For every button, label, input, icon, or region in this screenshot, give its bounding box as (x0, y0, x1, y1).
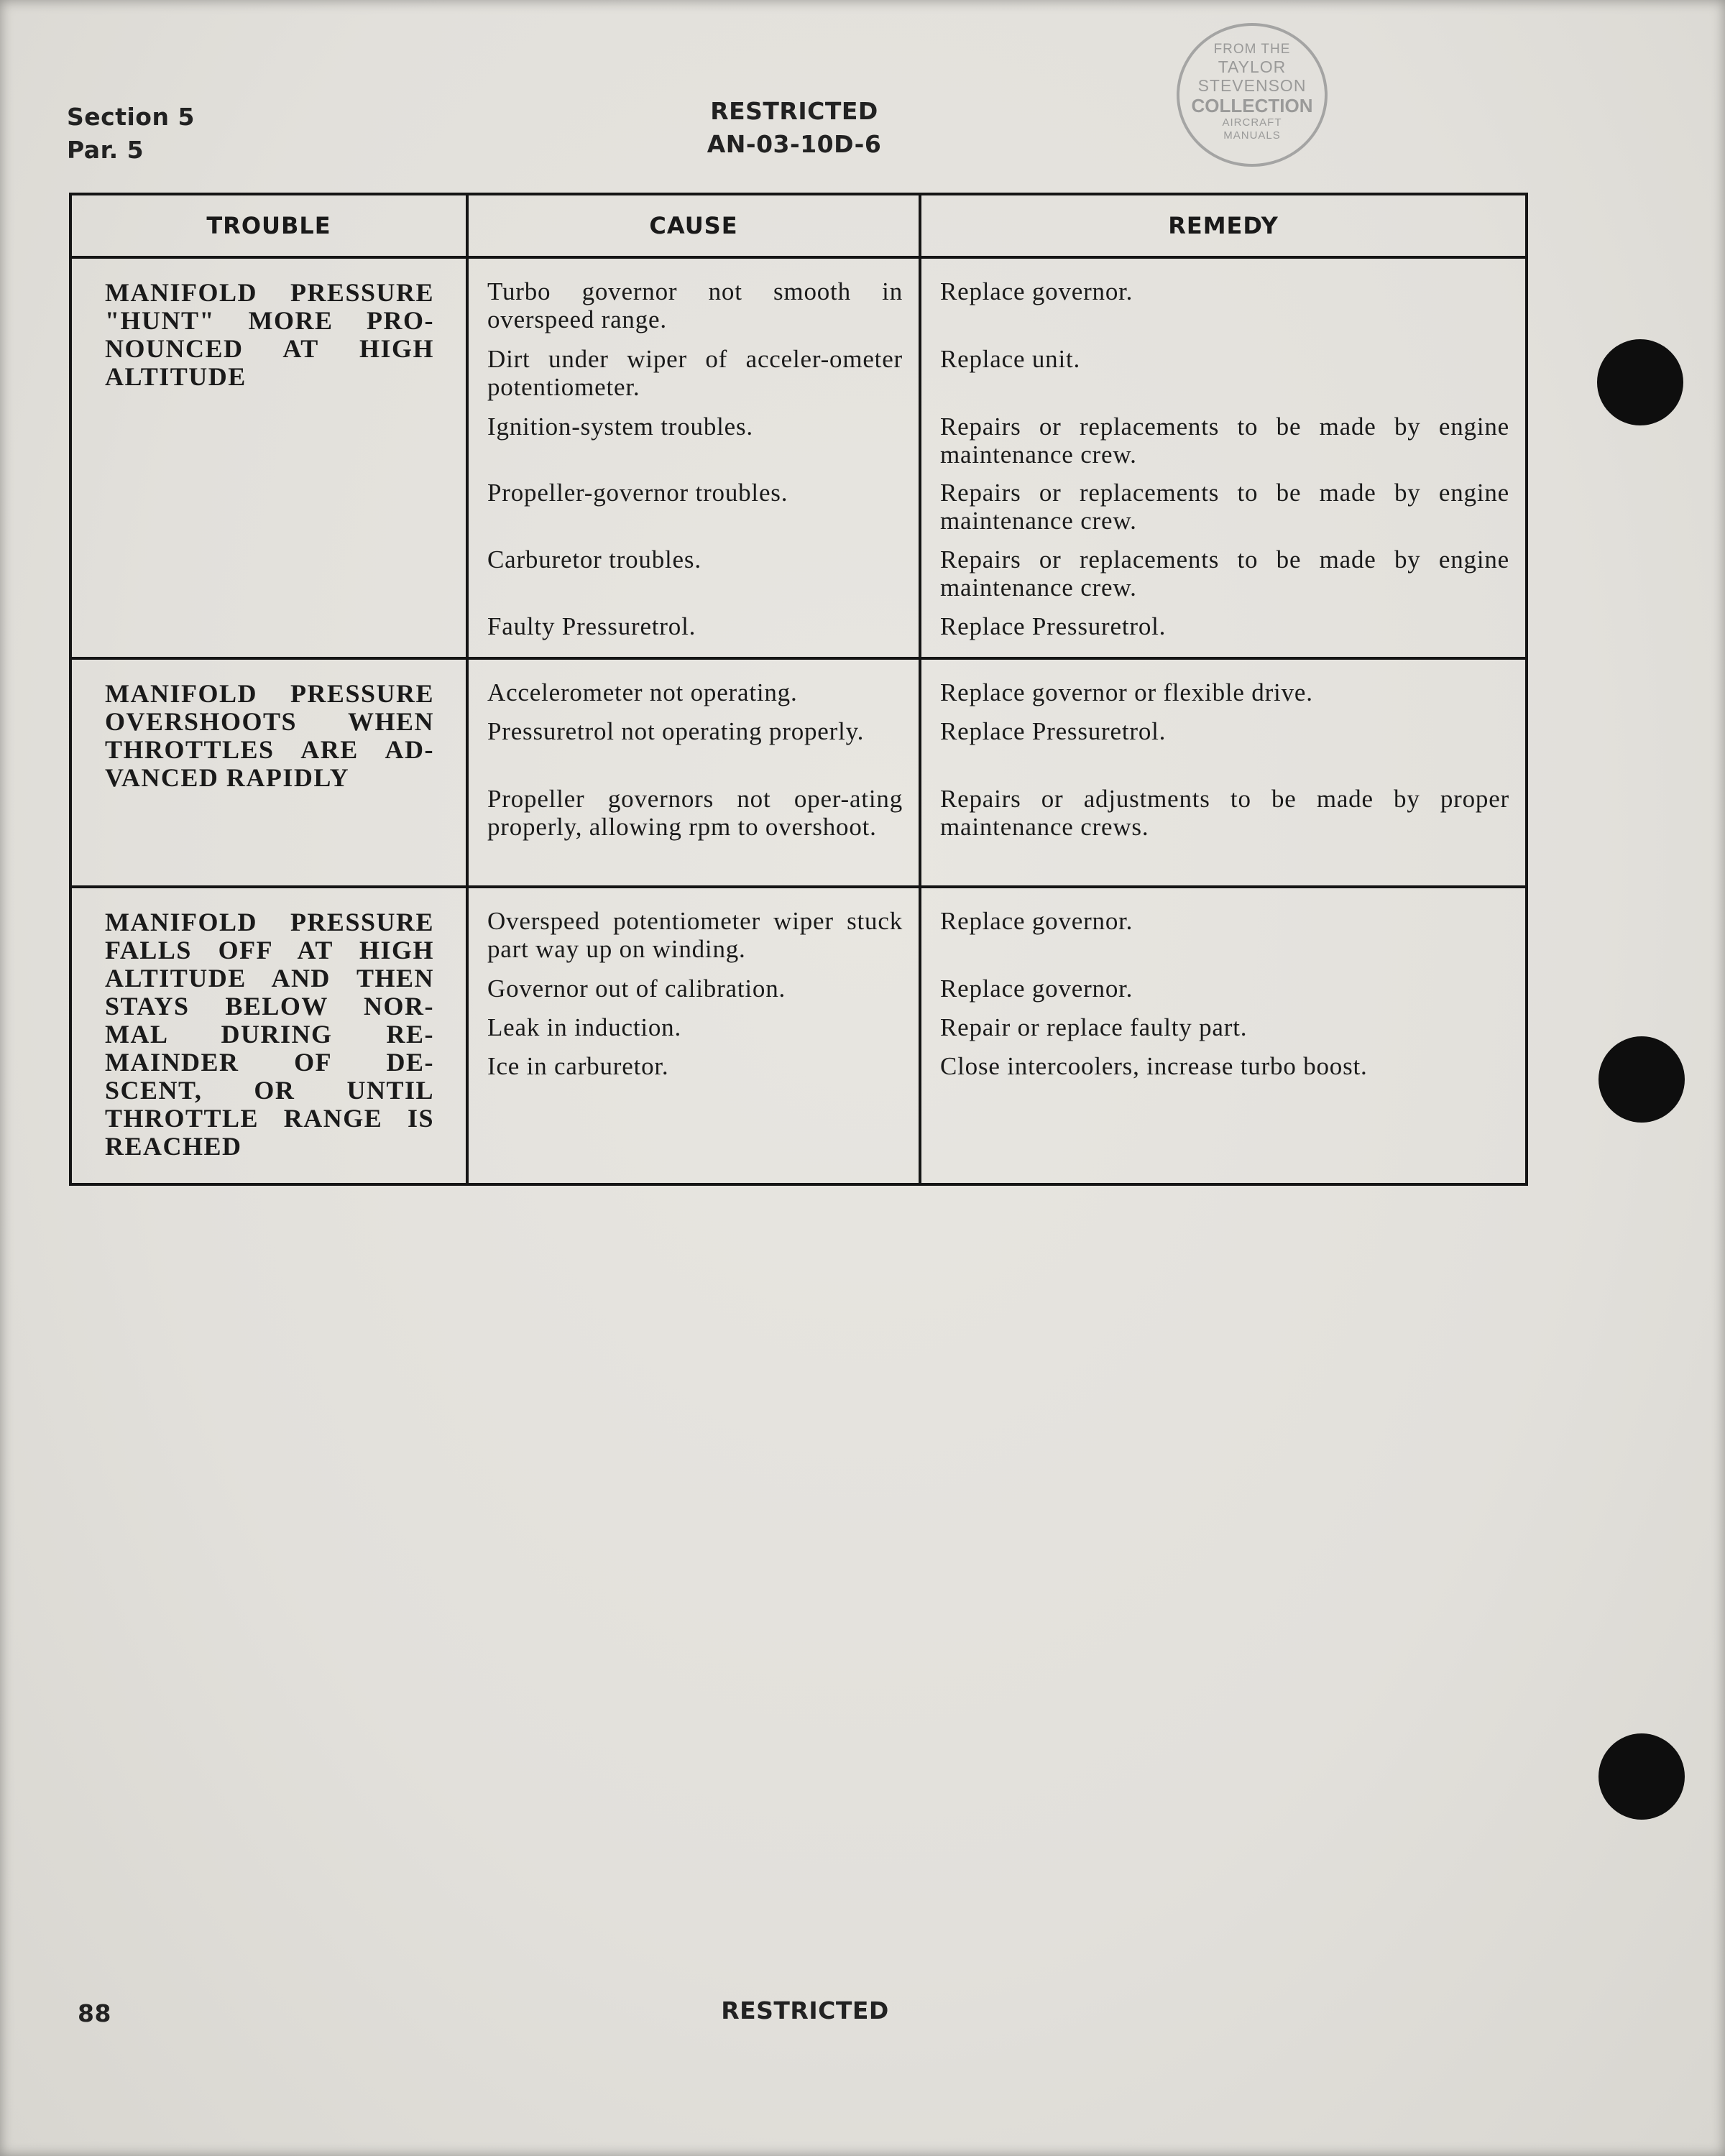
document-heading (650, 95, 938, 161)
remedy-text: Repairs or adjustments to be made by proper maintenance crews. (940, 785, 1509, 841)
classification-label: RESTRICTED (710, 97, 878, 125)
trouble-cell (72, 887, 467, 1183)
remedy-text: Repairs or replacements to be made by engine maintenance crew. (940, 413, 1509, 469)
header-cause: CAUSE (467, 195, 920, 257)
cause-cell (467, 887, 920, 1183)
cause-cell (467, 658, 920, 887)
remedy-cell (920, 658, 1525, 887)
section-label: Section 5 (67, 103, 195, 131)
remedy-cell (920, 257, 1525, 658)
cause-text: Overspeed potentiometer wiper stuck part way up on winding. (487, 907, 903, 963)
remedy-text: Replace governor. (940, 907, 1133, 935)
remedy-text: Close intercoolers, increase turbo boost. (940, 1052, 1368, 1080)
remedy-text: Replace governor. (940, 975, 1133, 1003)
table-header-row (72, 195, 1525, 257)
table-row (72, 257, 1525, 658)
cause-text: Ignition-system troubles. (487, 413, 753, 441)
cause-text: Dirt under wiper of acceler-ometer potentiometer. (487, 345, 903, 401)
table-row (72, 658, 1525, 887)
remedy-text: Repair or replace faulty part. (940, 1013, 1248, 1041)
trouble-text: MANIFOLD PRESSURE OVERSHOOTS WHEN THROTTLES ARE AD-VANCED RAPIDLY (105, 679, 434, 792)
remedy-text: Repairs or replacements to be made by engine maintenance crew. (940, 545, 1509, 602)
header-trouble: TROUBLE (72, 195, 467, 257)
troubleshooting-table (69, 193, 1528, 1186)
collection-stamp: FROM THE TAYLOR STEVENSON COLLECTION AIRCRAFT MANUALS (1177, 23, 1328, 167)
trouble-text: MANIFOLD PRESSURE "HUNT" MORE PRO-NOUNCED AT HIGH ALTITUDE (105, 278, 434, 391)
cause-text: Leak in induction. (487, 1013, 682, 1041)
paragraph-label: Par. 5 (67, 136, 144, 164)
cause-text: Faulty Pressuretrol. (487, 612, 696, 640)
table-row (72, 887, 1525, 1183)
binder-hole (1598, 1036, 1685, 1123)
cause-text: Turbo governor not smooth in overspeed range. (487, 277, 903, 333)
binder-hole (1597, 339, 1683, 425)
document-number: AN-03-10D-6 (707, 130, 882, 158)
cause-cell (467, 257, 920, 658)
remedy-text: Repairs or replacements to be made by engine maintenance crew. (940, 479, 1509, 535)
page-number: 88 (78, 1999, 111, 2027)
header-remedy: REMEDY (920, 195, 1525, 257)
binder-hole (1598, 1733, 1685, 1820)
remedy-text: Replace Pressuretrol. (940, 612, 1167, 640)
cause-text: Propeller governors not oper-ating properly, allowing rpm to overshoot. (487, 785, 903, 841)
cause-text: Ice in carburetor. (487, 1052, 669, 1080)
cause-text: Accelerometer not operating. (487, 678, 798, 706)
cause-text: Governor out of calibration. (487, 975, 786, 1003)
cause-text: Pressuretrol not operating properly. (487, 717, 865, 745)
trouble-cell (72, 658, 467, 887)
remedy-cell (920, 887, 1525, 1183)
cause-text: Carburetor troubles. (487, 545, 702, 573)
footer-classification: RESTRICTED (721, 1996, 889, 2024)
remedy-text: Replace unit. (940, 345, 1081, 373)
remedy-text: Replace governor or flexible drive. (940, 678, 1313, 706)
trouble-cell (72, 257, 467, 658)
cause-text: Propeller-governor troubles. (487, 479, 788, 507)
remedy-text: Replace Pressuretrol. (940, 717, 1167, 745)
remedy-text: Replace governor. (940, 277, 1133, 305)
trouble-text: MANIFOLD PRESSURE FALLS OFF AT HIGH ALTITUDE AND THEN STAYS BELOW NOR-MAL DURING RE-MAINDER OF DE-SCENT, OR UNTIL THROTTLE RANGE IS REACHED (105, 908, 434, 1161)
section-reference (67, 101, 195, 167)
